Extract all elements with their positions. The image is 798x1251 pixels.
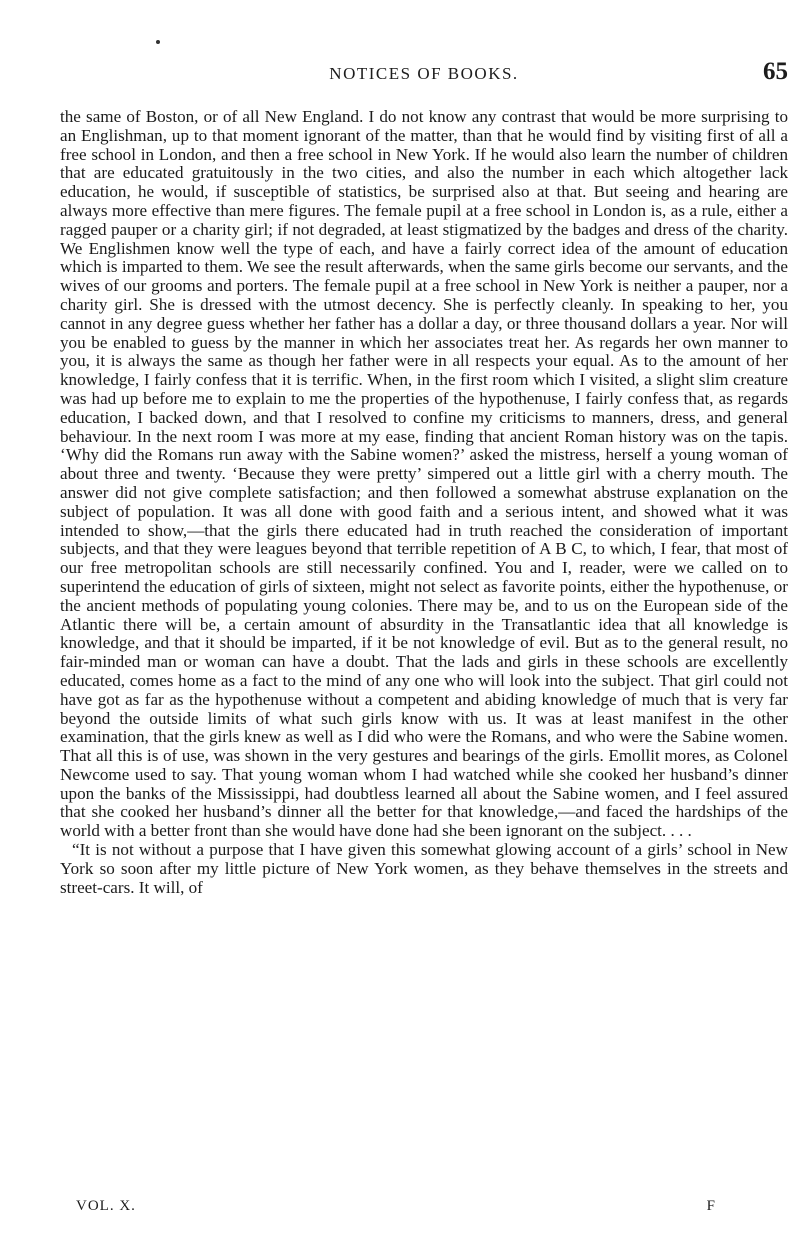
paragraph-2: “It is not without a purpose that I have given this somewhat glowing account of a girls’ school in New York so soon after my little picture of New York women, as they behave themselves in the streets and street-cars. It will, of <box>60 840 788 897</box>
stray-ink-mark <box>156 40 160 44</box>
page-header <box>60 58 788 94</box>
body-text <box>60 108 788 897</box>
page-footer <box>76 1198 716 1215</box>
running-title: NOTICES OF BOOKS. <box>329 64 519 83</box>
page-number: 65 <box>763 58 788 85</box>
signature-mark: F <box>706 1198 716 1214</box>
paragraph-1: the same of Boston, or of all New England. I do not know any contrast that would be more surprising to an Englishman, up to that moment ignorant of the matter, than that he would find by visiting first of all a free school in London, and then a free school in New York. If he would also learn the number of children that are educated gratuitously in the two cities, and also the number in each which altogether lack education, he would, if susceptible of statistics, be surprised also at that. But seeing and hearing are always more effective than mere figures. The female pupil at a free school in London is, as a rule, either a ragged pauper or a charity girl; if not degraded, at least stigmatized by the badges and dress of the charity. We Englishmen know well the type of each, and have a fairly correct idea of the amount of education which is imparted to them. We see the result afterwards, when the same girls become our servants, and the wives of our grooms and porters. The female pupil at a free school in New York is neither a pauper, nor a charity girl. She is dressed with the utmost decency. She is perfectly cleanly. In speaking to her, you cannot in any degree guess whether her father has a dollar a day, or three thousand dollars a year. Nor will you be enabled to guess by the manner in which her associates treat her. As regards her own manner to you, it is always the same as though her father were in all respects your equal. As to the amount of her knowledge, I fairly confess that it is terrific. When, in the first room which I visited, a slight slim creature was had up before me to explain to me the properties of the hypothenuse, I fairly confess that, as regards education, I backed down, and that I resolved to confine my criticisms to manners, dress, and general behaviour. In the next room I was more at my ease, finding that ancient Roman history was on the tapis. ‘Why did the Romans run away with the Sabine women?’ asked the mistress, herself a young woman of about three and twenty. ‘Because they were pretty’ simpered out a little girl with a cherry mouth. The answer did not give complete satisfaction; and then followed a somewhat abstruse explanation on the subject of population. It was all done with good faith and a serious intent, and showed what it was intended to show,—that the girls there educated had in truth reached the consideration of important subjects, and that they were leagues beyond that terrible repetition of A B C, to which, I fear, that most of our free metropolitan schools are still necessarily confined. You and I, reader, were we called on to superintend the education of girls of sixteen, might not select as favorite points, either the hypothenuse, or the ancient methods of populating young colonies. There may be, and to us on the European side of the Atlantic there will be, a certain amount of absurdity in the Transatlantic idea that all knowledge is knowledge, and that it should be imparted, if it be not knowledge of evil. But as to the general result, no fair-minded man or woman can have a doubt. That the lads and girls in these schools are excellently educated, comes home as a fact to the mind of any one who will look into the subject. That girl could not have got as far as the hypothenuse without a competent and abiding knowledge of much that is very far beyond the outside limits of what such girls know with us. It was at least manifest in the other examination, that the girls knew as well as I did who were the Romans, and who were the Sabine women. That all this is of use, was shown in the very gestures and bearings of the girls. Emollit mores, as Colonel Newcome used to say. That young woman whom I had watched while she cooked her husband’s dinner upon the banks of the Mississippi, had doubtless learned all about the Sabine women, and I feel assured that she cooked her husband’s dinner all the better for that knowledge,—and faced the hardships of the world with a better front than she would have done had she been ignorant on the subject. . . . <box>60 107 788 841</box>
volume-label: VOL. X. <box>76 1198 136 1214</box>
